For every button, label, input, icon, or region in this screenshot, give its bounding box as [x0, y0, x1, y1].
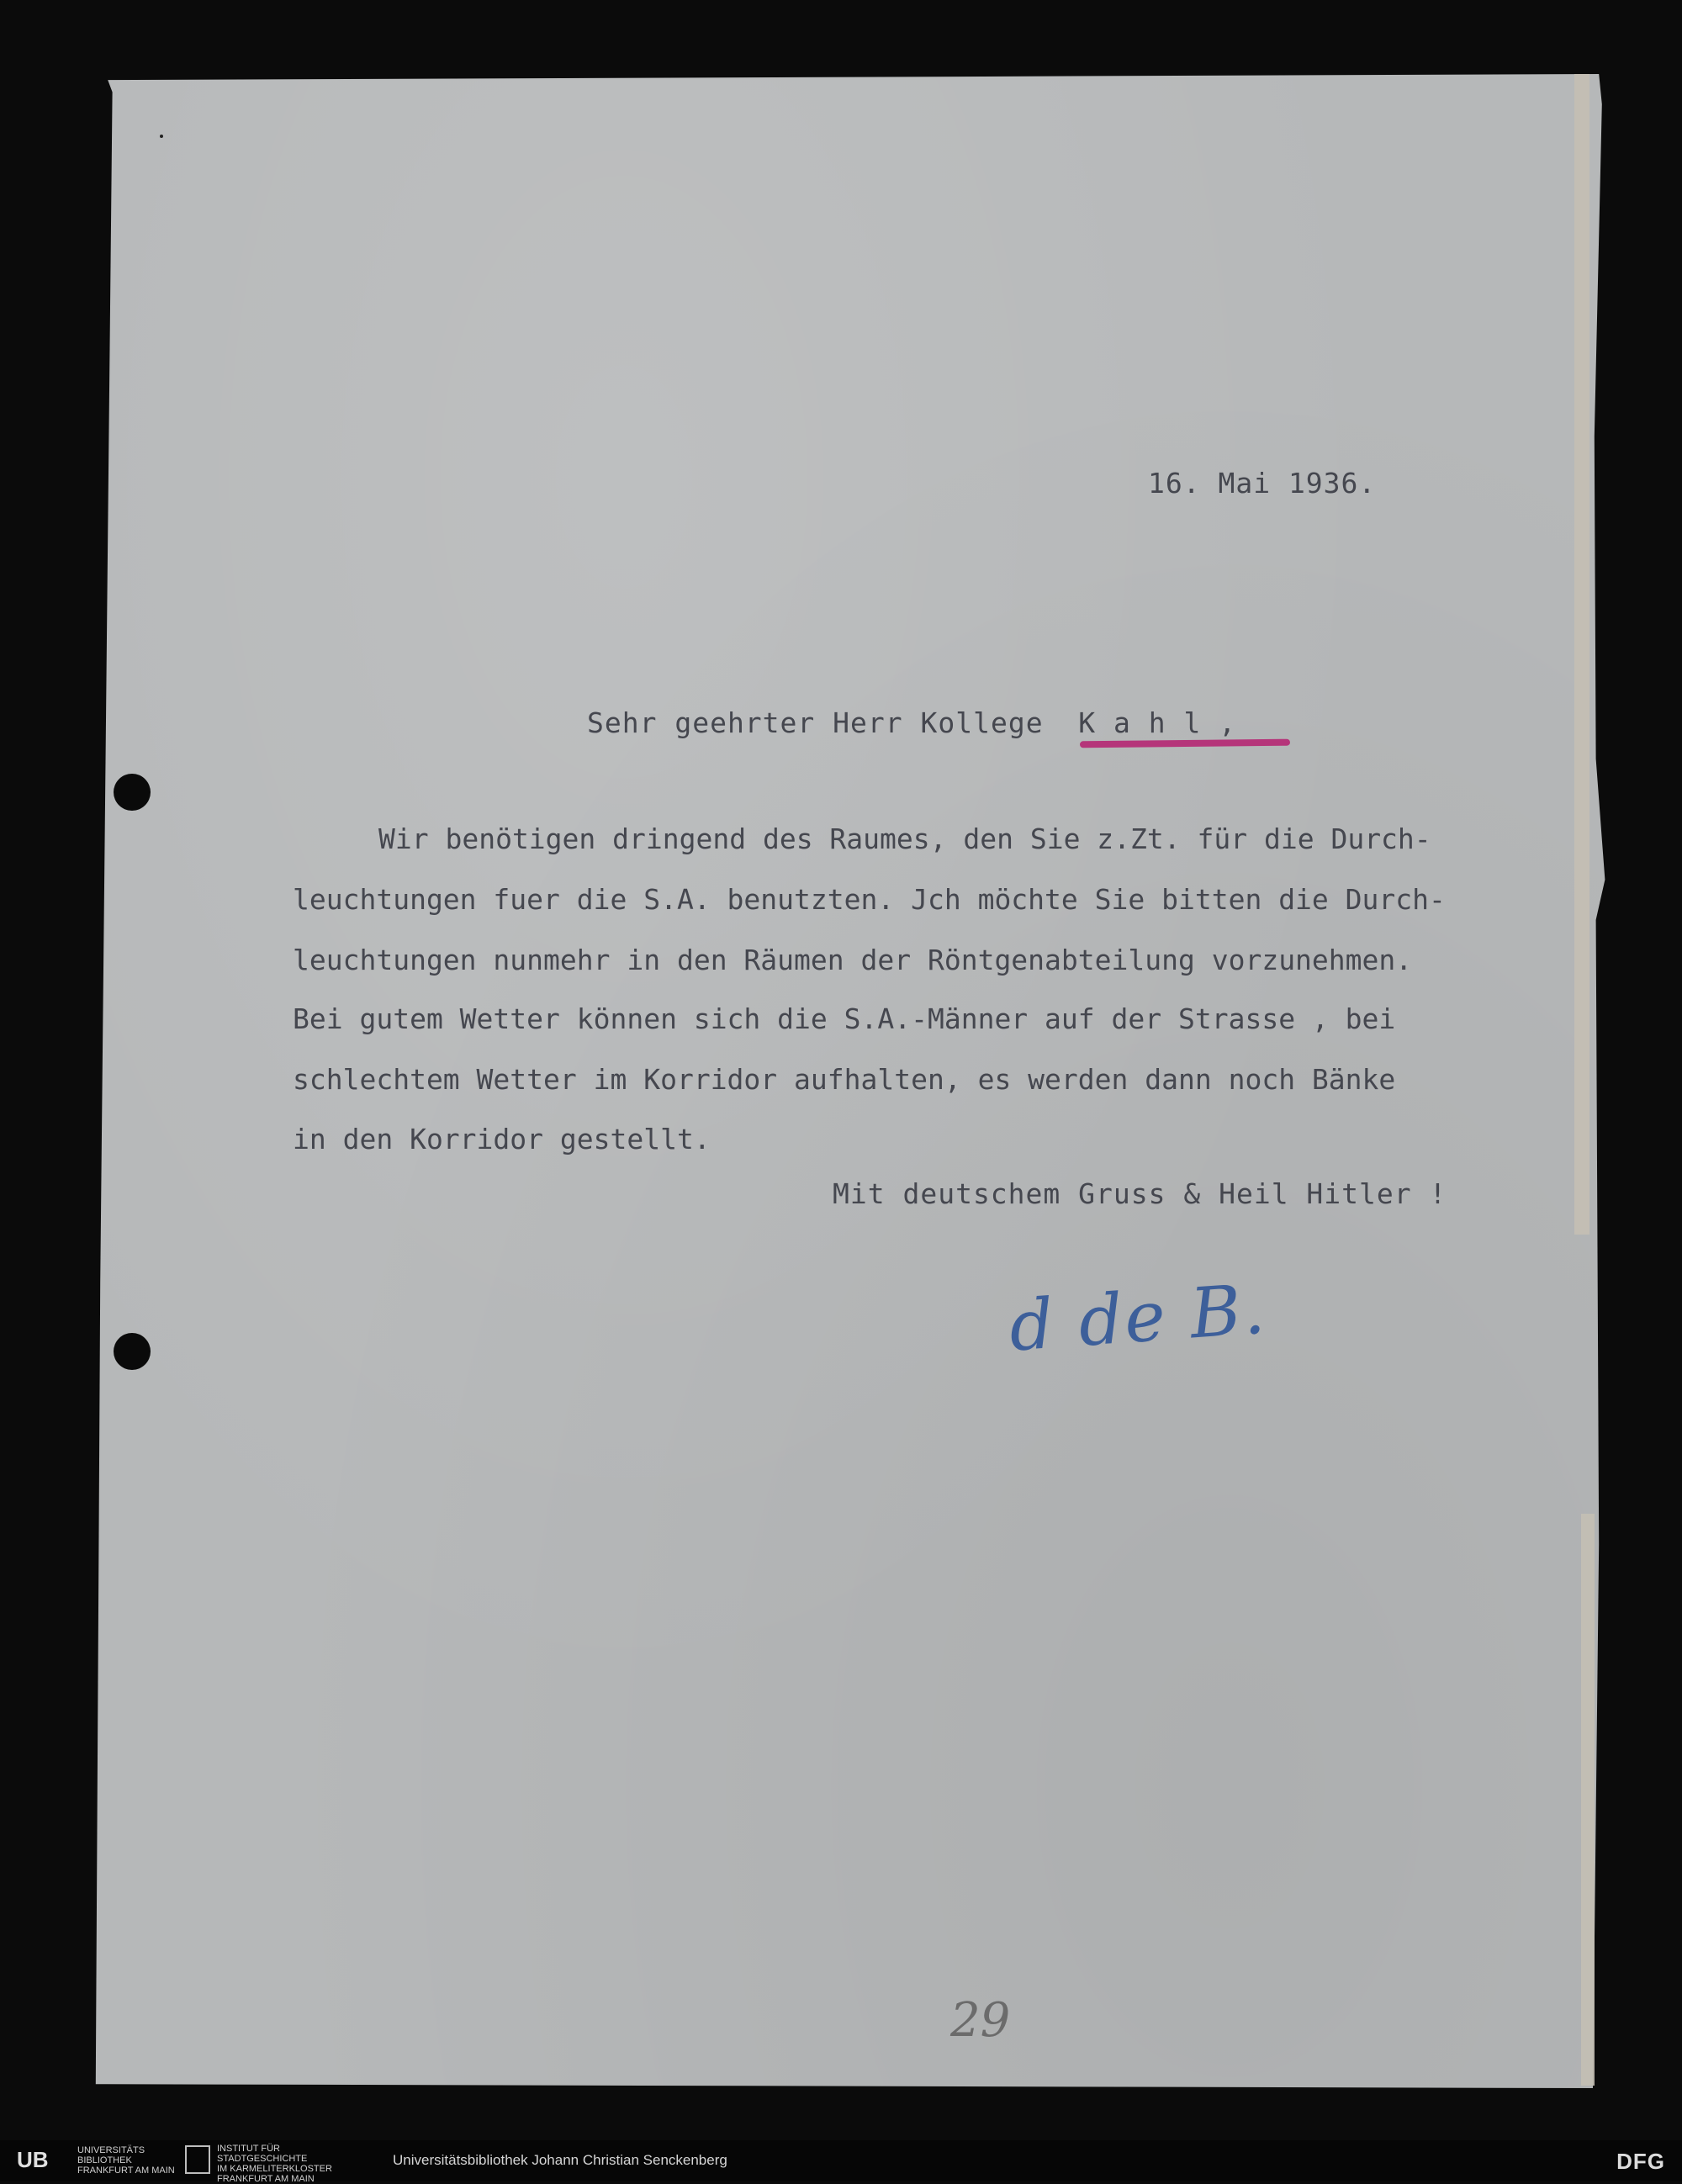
library-name: Universitätsbibliothek Johann Christian Senckenberg — [393, 2152, 727, 2168]
letter-salutation: Sehr geehrter Herr Kollege K a h l , — [587, 706, 1237, 739]
ub-label: UNIVERSITÄTS BIBLIOTHEK FRANKFURT AM MAIN — [77, 2145, 175, 2176]
speck — [160, 135, 163, 138]
archive-footer — [0, 2140, 1682, 2184]
letter-date: 16. Mai 1936. — [1148, 467, 1377, 500]
dfg-logo: DFG — [1616, 2149, 1665, 2174]
paper-edge-strip — [1574, 74, 1589, 1235]
ub-logo: UB — [17, 2147, 49, 2172]
paper-edge-strip — [1581, 1514, 1595, 2086]
letter-body-line: Bei gutem Wetter können sich die S.A.-Männer auf der Strasse , bei — [293, 1002, 1396, 1035]
punch-hole-top — [114, 774, 151, 811]
punch-hole-bottom — [114, 1333, 151, 1370]
institute-logo-icon — [185, 2145, 210, 2174]
page-number: 29 — [950, 1993, 1011, 2048]
letter-closing: Mit deutschem Gruss & Heil Hitler ! — [833, 1177, 1447, 1210]
letter-body-line: leuchtungen nunmehr in den Räumen der Röntgenabteilung vorzunehmen. — [293, 944, 1413, 976]
handwritten-signature: d de B. — [1007, 1269, 1269, 1367]
letter-body-line: Wir benötigen dringend des Raumes, den Sie z.Zt. für die Durch- — [378, 822, 1431, 855]
letter-body-line: in den Korridor gestellt. — [293, 1123, 711, 1155]
letter-body-line: leuchtungen fuer die S.A. benutzten. Jch möchte Sie bitten die Durch- — [293, 883, 1446, 916]
letter-body-line: schlechtem Wetter im Korridor aufhalten, es werden dann noch Bänke — [293, 1063, 1396, 1096]
institute-label: INSTITUT FÜR STADTGESCHICHTE IM KARMELITERKLOSTER FRANKFURT AM MAIN — [217, 2144, 332, 2184]
